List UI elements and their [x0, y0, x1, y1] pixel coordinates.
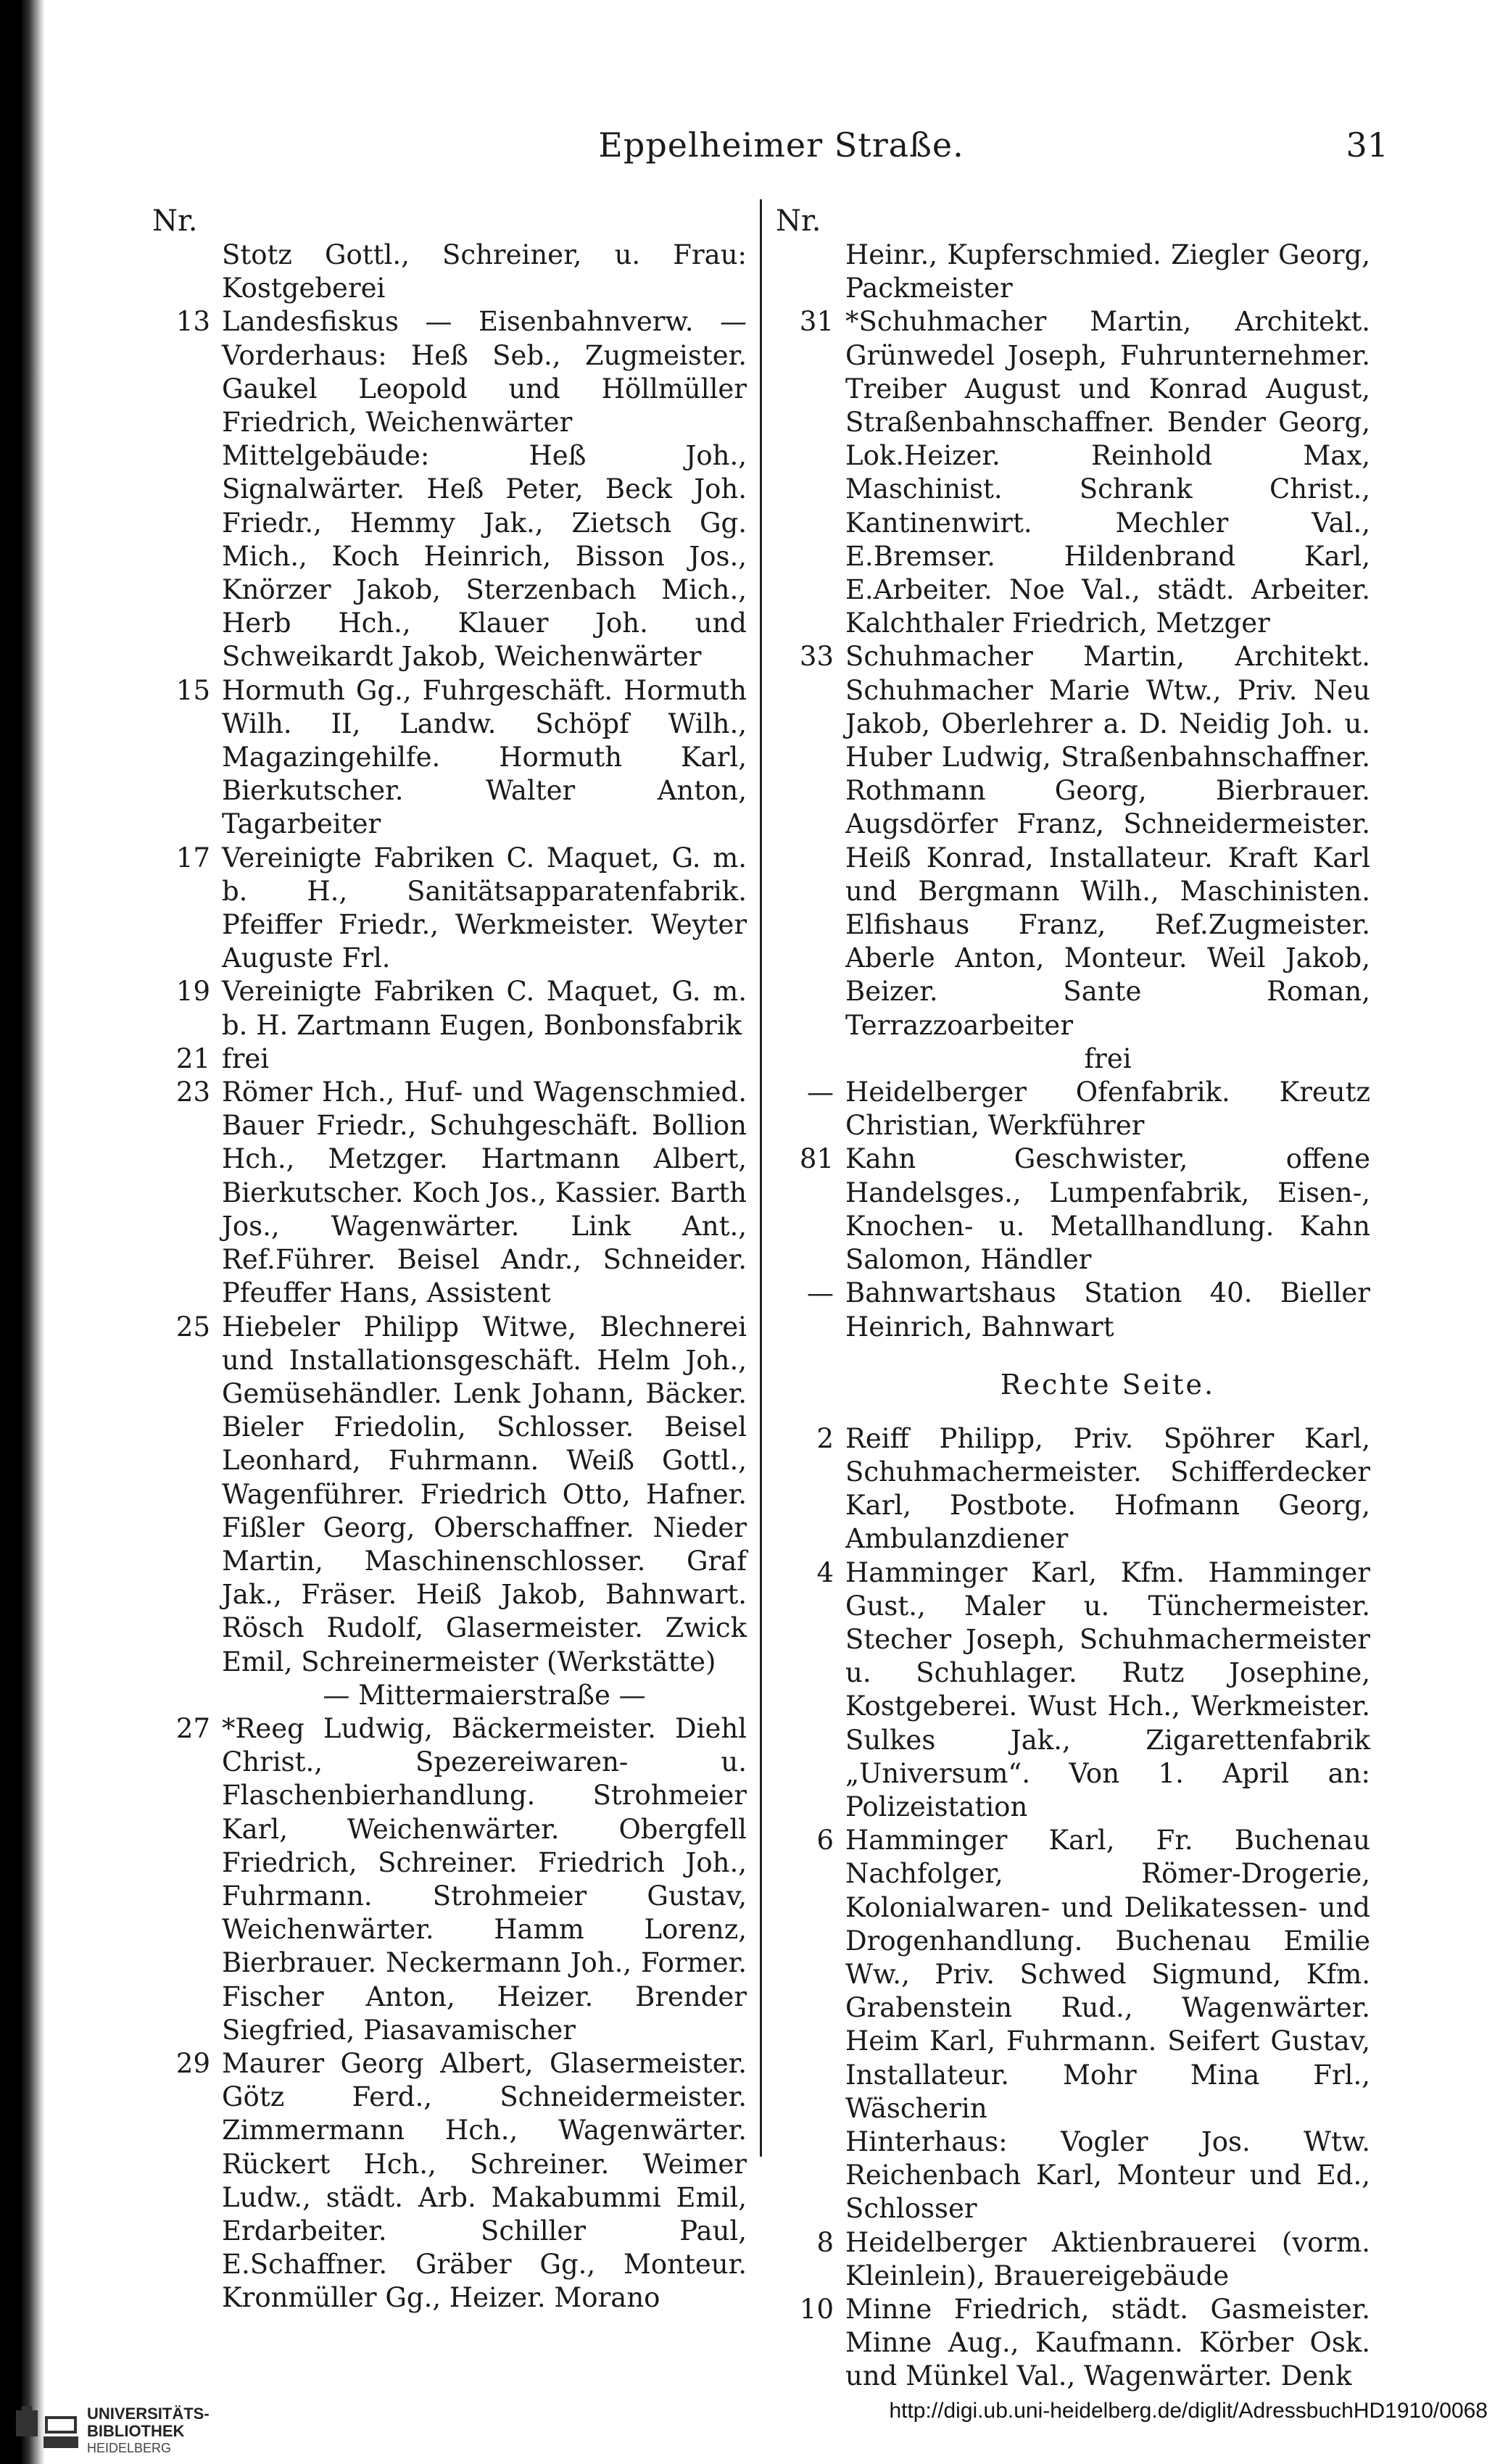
house-number: 8 — [816, 2226, 834, 2258]
entry-text: Hiebeler Philipp Witwe, Blechnerei und Installationsgeschäft. Helm Joh., Gemüsehändler. Lenk Johann, Bäcker. Bieler Friedolin, Schlosser. Beisel Leonhard, Fuhrmann. Weiß Gottl., Wagenführer. Friedrich Otto, Hafner. Fißler Georg, Oberschaffner. Nieder Martin, Maschinenschlosser. Graf Jak., Fräser. Heiß Jakob, Bahnwart. Rösch Rudolf, Glasermeister. Zwick Emil, Schreinermeister (Werkstätte) — [222, 1311, 747, 1677]
directory-entry — [152, 674, 747, 842]
house-number: 13 — [175, 306, 210, 338]
house-number — [152, 238, 222, 305]
entry-text: frei — [1084, 1042, 1132, 1074]
directory-entry — [152, 1679, 747, 1712]
directory-entry — [776, 238, 1370, 305]
directory-entry — [152, 1712, 747, 2047]
entry-text: Hamminger Karl, Kfm. Hamminger Gust., Maler u. Tünchermeister. Stecher Joseph, Schuhmachermeister u. Schuhlager. Rutz Josephine, Kostgeberei. Wust Hch., Werkmeister. Sulkes Jak., Zigarettenfabrik „Universum“. Von 1. April an: Polizeistation — [845, 1556, 1370, 1822]
entry-text: Reiff Philipp, Priv. Spöhrer Karl, Schuhmachermeister. Schifferdecker Karl, Postbote. Hofmann Georg, Ambulanzdiener — [845, 1422, 1370, 1555]
directory-entry — [776, 2226, 1370, 2293]
house-number — [152, 1679, 222, 1712]
page-title: Eppelheimer Straße. — [598, 125, 964, 165]
nr-label: Nr. — [152, 204, 198, 238]
directory-entry — [152, 975, 747, 1042]
directory-entry — [776, 640, 1370, 1042]
directory-entry — [152, 2047, 747, 2315]
logo-line-2: BIBLIOTHEK — [87, 2422, 185, 2440]
house-number: 6 — [816, 1825, 834, 1857]
entry-text: — Mittermaierstraße — — [323, 1679, 646, 1711]
nr-label: Nr. — [776, 204, 821, 238]
house-number: 21 — [175, 1042, 210, 1074]
house-number: 31 — [799, 306, 834, 338]
logo-line-3: HEIDELBERG — [87, 2441, 172, 2455]
logo-line-1: UNIVERSITÄTS- — [87, 2405, 210, 2423]
house-number: — — [807, 1277, 834, 1309]
house-number: 4 — [816, 1556, 834, 1588]
directory-entry — [776, 1076, 1370, 1142]
directory-entry — [776, 1422, 1370, 1556]
entry-text: Römer Hch., Huf- und Wagenschmied. Bauer Friedr., Schuhgeschäft. Bollion Hch., Metzger. Hartmann Albert, Bierkutscher. Koch Jos., Kassier. Barth Jos., Wagenwärter. Link Ant., Ref.Führer. Beisel Andr., Schneider. Pfeuffer Hans, Assistent — [222, 1077, 747, 1309]
entry-text: Mittelgebäude: Heß Joh., Signalwärter. Heß Peter, Beck Joh. Friedr., Hemmy Jak., Zietsch Gg. Mich., Koch Heinrich, Bisson Jos., Knörzer Jakob, Sterzenbach Mich., Herb Hch., Klauer Joh. und Schweikardt Jakob, Weichenwärter — [222, 440, 747, 673]
directory-entry — [152, 1076, 747, 1310]
entry-text: Heidelberger Aktienbrauerei (vorm. Kleinlein), Brauereigebäude — [845, 2226, 1370, 2291]
house-number: 29 — [175, 2047, 210, 2079]
entry-text: *Reeg Ludwig, Bäckermeister. Diehl Christ., Spezereiwaren- u. Flaschenbierhandlung. Strohmeier Karl, Weichenwärter. Obergfell Friedrich, Schreiner. Friedrich Joh., Fuhrmann. Strohmeier Gustav, Weichenwärter. Hamm Lorenz, Bierbrauer. Neckermann Joh., Former. Fischer Anton, Heizer. Brender Siegfried, Piasavamischer — [222, 1712, 747, 2046]
entry-text: Kahn Geschwister, offene Handelsges., Lumpenfabrik, Eisen-, Knochen- u. Metallhandlung. Kahn Salomon, Händler — [845, 1143, 1370, 1276]
page-header — [174, 123, 1388, 167]
book-spine-shadow — [0, 0, 45, 2464]
left-entries — [152, 238, 747, 2315]
entry-text: Heidelberger Ofenfabrik. Kreutz Christian, Werkführer — [845, 1077, 1370, 1142]
house-number: 27 — [175, 1712, 210, 1744]
library-logo — [14, 2403, 246, 2461]
directory-entry — [776, 1277, 1370, 1343]
entry-text: Hamminger Karl, Fr. Buchenau Nachfolger, Römer-Drogerie, Kolonialwaren- und Delikatessen- und Drogenhandlung. Buchenau Emilie Ww., Priv. Schwed Sigmund, Kfm. Grabenstein Rud., Wagenwärter. Heim Karl, Fuhrmann. Seifert Gustav, Installateur. Mohr Mina Frl., Wäscherin — [845, 1825, 1370, 2124]
page-number: 31 — [1346, 125, 1388, 165]
entry-text: Bahnwartshaus Station 40. Bieller Heinrich, Bahnwart — [845, 1277, 1370, 1343]
section-heading: Rechte Seite. — [1000, 1368, 1216, 1401]
entry-text: Hormuth Gg., Fuhrgeschäft. Hormuth Wilh. II, Landw. Schöpf Wilh., Magazingehilfe. Hormuth Karl, Bierkutscher. Walter Anton, Tagarbeiter — [222, 674, 747, 840]
house-number: 2 — [816, 1422, 834, 1454]
house-number — [776, 1042, 845, 1076]
entry-text: Maurer Georg Albert, Glasermeister. Götz Ferd., Schneidermeister. Zimmermann Hch., Wagenwärter. Rückert Hch., Schreiner. Weimer Ludw., städt. Arb. Makabummi Emil, Erdarbeiter. Schiller Paul, E.Schaffner. Gräber Gg., Monteur. Kronmüller Gg., Heizer. Morano — [222, 2047, 747, 2314]
library-emblem-icon — [14, 2403, 80, 2461]
directory-entry — [776, 1556, 1370, 1825]
page-footer — [0, 2381, 1508, 2464]
directory-entry — [152, 238, 747, 305]
directory-entry — [152, 842, 747, 976]
right-entries — [776, 238, 1370, 2394]
directory-entry — [776, 1142, 1370, 1277]
house-number — [152, 439, 222, 673]
house-number — [776, 2125, 845, 2226]
house-number: — — [807, 1077, 834, 1108]
directory-entry — [152, 1311, 747, 1679]
entry-text: Heinr., Kupferschmied. Ziegler Georg, Packmeister — [845, 239, 1370, 304]
entry-text: Hinterhaus: Vogler Jos. Wtw. Reichenbach Karl, Monteur und Ed., Schlosser — [845, 2125, 1370, 2225]
house-number: 33 — [799, 641, 834, 673]
house-number: 15 — [175, 674, 210, 706]
directory-entry — [152, 439, 747, 673]
directory-entry — [776, 2125, 1370, 2226]
directory-entry — [776, 1824, 1370, 2125]
right-entries-bottom — [776, 1422, 1370, 2394]
column-divider — [760, 199, 762, 2157]
house-number: 25 — [175, 1311, 210, 1343]
house-number: 23 — [175, 1077, 210, 1108]
source-url-link[interactable]: http://digi.ub.uni-heidelberg.de/diglit/AdressbuchHD1910/0068 — [889, 2399, 1488, 2423]
directory-entry — [776, 305, 1370, 640]
entry-text: Minne Friedrich, städt. Gasmeister. Minne Aug., Kaufmann. Körber Osk. und Münkel Val., Wagenwärter. Denk — [845, 2293, 1370, 2392]
entry-text: frei — [222, 1042, 270, 1074]
entry-text: Vereinigte Fabriken C. Maquet, G. m. b. H. Zartmann Eugen, Bonbonsfabrik — [222, 976, 747, 1041]
entry-text: *Schuhmacher Martin, Architekt. Grünwedel Joseph, Fuhrunternehmer. Treiber August und Konrad August, Straßenbahnschaffner. Bender Georg, Lok.Heizer. Reinhold Max, Maschinist. Schrank Christ., Kantinenwirt. Mechler Val., E.Bremser. Hildenbrand Karl, E.Arbeiter. Noe Val., städt. Arbeiter. Kalchthaler Friedrich, Metzger — [845, 306, 1370, 639]
house-number: 10 — [799, 2293, 834, 2325]
entry-text: Stotz Gottl., Schreiner, u. Frau: Kostgeberei — [222, 239, 747, 304]
directory-entry — [152, 305, 747, 439]
entry-text: Vereinigte Fabriken C. Maquet, G. m. b. H., Sanitätsapparatenfabrik. Pfeiffer Friedr., Werkmeister. Weyter Auguste Frl. — [222, 842, 747, 974]
entry-text: Landesfiskus — Eisenbahnverw. — Vorderhaus: Heß Seb., Zugmeister. Gaukel Leopold und Höllmüller Friedrich, Weichenwärter — [222, 306, 747, 439]
house-number: 17 — [175, 842, 210, 874]
directory-entry — [776, 1042, 1370, 1076]
directory-entry — [776, 2293, 1370, 2394]
entry-text: Schuhmacher Martin, Architekt. Schuhmacher Marie Wtw., Priv. Neu Jakob, Oberlehrer a. D. Neidig Joh. u. Huber Ludwig, Straßenbahnschaffner. Rothmann Georg, Bierbrauer. Augsdörfer Franz, Schneidermeister. Heiß Konrad, Installateur. Kraft Karl und Bergmann Wilh., Maschinisten. Elfishaus Franz, Ref.Zugmeister. Aberle Anton, Monteur. Weil Jakob, Beizer. Sante Roman, Terrazzoarbeiter — [845, 641, 1370, 1041]
house-number — [776, 238, 845, 305]
house-number: 19 — [175, 976, 210, 1008]
right-entries-top — [776, 238, 1370, 1344]
directory-entry — [152, 1042, 747, 1076]
house-number: 81 — [799, 1143, 834, 1175]
